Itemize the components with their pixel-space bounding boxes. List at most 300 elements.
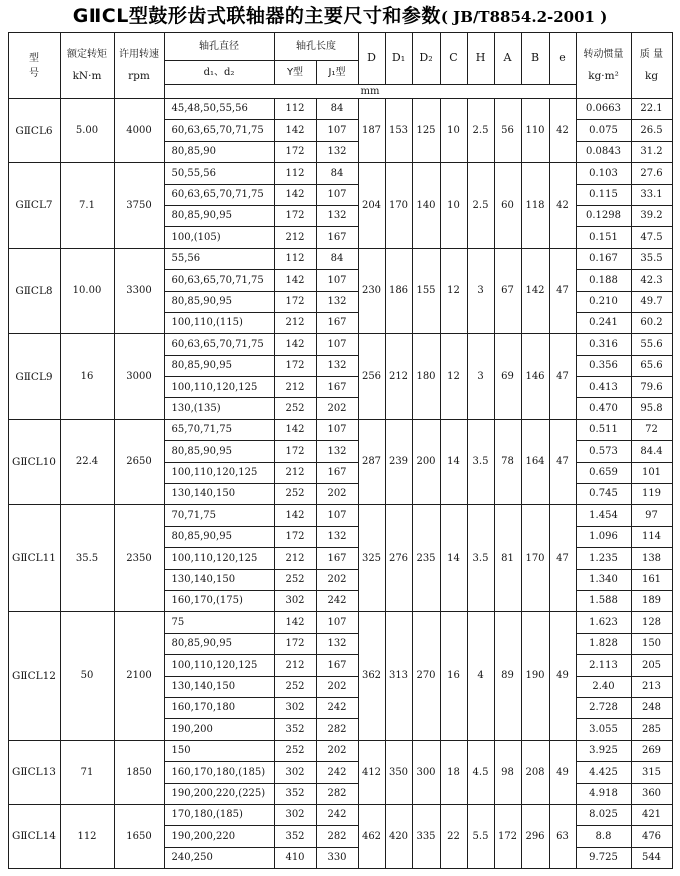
cell-dim-D2: 270 — [412, 612, 440, 740]
cell-dim-A: 69 — [494, 334, 521, 420]
cell-dim-H: 3 — [467, 334, 494, 420]
cell-dim-B: 110 — [521, 99, 549, 163]
cell-length-y-type: 142 — [274, 120, 316, 141]
cell-rated-torque: 10.00 — [60, 248, 114, 334]
header-y-type: Y型 — [274, 61, 316, 85]
header-torque-label: 额定转矩 — [67, 49, 107, 61]
cell-bore-diameters: 190,200 — [164, 719, 274, 740]
header-j-type: J₁型 — [316, 61, 358, 85]
cell-rotational-inertia: 0.1298 — [576, 205, 631, 226]
cell-dim-D2: 125 — [412, 99, 440, 163]
cell-length-j1-type: 132 — [316, 291, 358, 312]
cell-model: GⅡCL6 — [8, 99, 60, 163]
cell-rotational-inertia: 0.316 — [576, 334, 631, 355]
cell-length-y-type: 212 — [274, 462, 316, 483]
cell-rotational-inertia: 0.0843 — [576, 141, 631, 162]
table-row — [8, 163, 672, 184]
cell-dim-H: 3 — [467, 248, 494, 334]
cell-dim-H: 2.5 — [467, 99, 494, 163]
cell-bore-diameters: 240,250 — [164, 847, 274, 868]
cell-bore-diameters: 55,56 — [164, 248, 274, 269]
cell-mass: 22.1 — [631, 99, 672, 120]
cell-mass: 47.5 — [631, 227, 672, 248]
cell-rotational-inertia: 1.340 — [576, 569, 631, 590]
cell-length-j1-type: 202 — [316, 569, 358, 590]
cell-dim-D1: 420 — [385, 804, 412, 868]
cell-length-j1-type: 202 — [316, 740, 358, 761]
cell-rotational-inertia: 3.055 — [576, 719, 631, 740]
cell-dim-H: 3.5 — [467, 419, 494, 505]
cell-bore-diameters: 60,63,65,70,71,75 — [164, 334, 274, 355]
cell-dim-e: 42 — [549, 163, 576, 249]
cell-bore-diameters: 80,85,90,95 — [164, 633, 274, 654]
cell-dim-H: 4 — [467, 612, 494, 740]
cell-mass: 101 — [631, 462, 672, 483]
cell-length-j1-type: 330 — [316, 847, 358, 868]
cell-bore-diameters: 160,170,180,(185) — [164, 762, 274, 783]
cell-dim-H: 2.5 — [467, 163, 494, 249]
cell-dim-H: 5.5 — [467, 804, 494, 868]
cell-allowed-speed: 3300 — [114, 248, 164, 334]
cell-length-y-type: 142 — [274, 612, 316, 633]
header-bore-length: 轴孔长度 — [274, 33, 358, 61]
cell-allowed-speed: 2100 — [114, 612, 164, 740]
cell-dim-C: 10 — [440, 163, 467, 249]
cell-rated-torque: 71 — [60, 740, 114, 804]
cell-rotational-inertia: 8.025 — [576, 804, 631, 825]
cell-dim-C: 12 — [440, 248, 467, 334]
cell-rated-torque: 16 — [60, 334, 114, 420]
header-inertia-label: 转动惯量 — [583, 49, 624, 61]
cell-rated-torque: 5.00 — [60, 99, 114, 163]
cell-length-j1-type: 107 — [316, 612, 358, 633]
cell-length-j1-type: 107 — [316, 270, 358, 291]
cell-length-j1-type: 107 — [316, 334, 358, 355]
cell-rotational-inertia: 4.918 — [576, 783, 631, 804]
cell-rotational-inertia: 0.511 — [576, 419, 631, 440]
cell-length-y-type: 302 — [274, 697, 316, 718]
cell-rotational-inertia: 9.725 — [576, 847, 631, 868]
cell-rotational-inertia: 1.588 — [576, 590, 631, 611]
cell-rotational-inertia: 0.356 — [576, 355, 631, 376]
cell-length-y-type: 302 — [274, 804, 316, 825]
cell-dim-D2: 155 — [412, 248, 440, 334]
cell-dim-e: 47 — [549, 505, 576, 612]
cell-length-j1-type: 167 — [316, 462, 358, 483]
cell-mass: 269 — [631, 740, 672, 761]
cell-mass: 95.8 — [631, 398, 672, 419]
header-dim-H: H — [467, 33, 494, 85]
cell-length-j1-type: 132 — [316, 205, 358, 226]
cell-mass: 315 — [631, 762, 672, 783]
cell-rotational-inertia: 1.623 — [576, 612, 631, 633]
title-standard: ( JB/T8854.2-2001 ) — [440, 8, 608, 26]
header-dim-B: B — [521, 33, 549, 85]
cell-mass: 27.6 — [631, 163, 672, 184]
cell-length-j1-type: 242 — [316, 590, 358, 611]
cell-mass: 97 — [631, 505, 672, 526]
cell-length-y-type: 212 — [274, 655, 316, 676]
header-model — [8, 33, 60, 99]
cell-mass: 60.2 — [631, 312, 672, 333]
cell-mass: 39.2 — [631, 205, 672, 226]
coupling-spec-table — [8, 32, 673, 869]
cell-dim-D1: 186 — [385, 248, 412, 334]
cell-rated-torque: 7.1 — [60, 163, 114, 249]
cell-dim-D1: 170 — [385, 163, 412, 249]
cell-bore-diameters: 160,170,(175) — [164, 590, 274, 611]
cell-dim-D: 256 — [358, 334, 385, 420]
cell-dim-D: 230 — [358, 248, 385, 334]
cell-allowed-speed: 1650 — [114, 804, 164, 868]
cell-bore-diameters: 100,110,120,125 — [164, 548, 274, 569]
cell-length-y-type: 172 — [274, 205, 316, 226]
cell-dim-D: 187 — [358, 99, 385, 163]
cell-rotational-inertia: 0.151 — [576, 227, 631, 248]
cell-mass: 205 — [631, 655, 672, 676]
cell-length-y-type: 410 — [274, 847, 316, 868]
cell-rotational-inertia: 0.210 — [576, 291, 631, 312]
cell-mass: 72 — [631, 419, 672, 440]
cell-length-j1-type: 242 — [316, 762, 358, 783]
header-model-label: 型号 — [29, 52, 39, 79]
cell-bore-diameters: 100,110,120,125 — [164, 377, 274, 398]
header-dim-D1: D₁ — [385, 33, 412, 85]
cell-dim-A: 89 — [494, 612, 521, 740]
cell-dim-D2: 180 — [412, 334, 440, 420]
cell-mass: 35.5 — [631, 248, 672, 269]
cell-model: GⅡCL8 — [8, 248, 60, 334]
cell-dim-A: 172 — [494, 804, 521, 868]
cell-length-y-type: 142 — [274, 505, 316, 526]
cell-dim-e: 42 — [549, 99, 576, 163]
cell-bore-diameters: 60,63,65,70,71,75 — [164, 184, 274, 205]
cell-rotational-inertia: 2.728 — [576, 697, 631, 718]
cell-length-y-type: 112 — [274, 248, 316, 269]
cell-bore-diameters: 50,55,56 — [164, 163, 274, 184]
cell-rotational-inertia: 2.40 — [576, 676, 631, 697]
cell-mass: 248 — [631, 697, 672, 718]
cell-dim-e: 63 — [549, 804, 576, 868]
cell-length-j1-type: 167 — [316, 548, 358, 569]
cell-length-y-type: 142 — [274, 270, 316, 291]
header-dim-A: A — [494, 33, 521, 85]
cell-bore-diameters: 130,140,150 — [164, 484, 274, 505]
cell-allowed-speed: 3750 — [114, 163, 164, 249]
cell-rotational-inertia: 1.235 — [576, 548, 631, 569]
cell-length-y-type: 142 — [274, 334, 316, 355]
cell-dim-B: 118 — [521, 163, 549, 249]
cell-bore-diameters: 80,85,90,95 — [164, 526, 274, 547]
header-mass-unit: kg — [644, 69, 659, 82]
cell-mass: 65.6 — [631, 355, 672, 376]
table-row — [8, 248, 672, 269]
cell-length-y-type: 172 — [274, 355, 316, 376]
cell-bore-diameters: 160,170,180 — [164, 697, 274, 718]
header-bore-diameter-sub: d₁、d₂ — [164, 61, 274, 85]
cell-length-j1-type: 282 — [316, 719, 358, 740]
cell-length-y-type: 142 — [274, 184, 316, 205]
cell-bore-diameters: 130,140,150 — [164, 569, 274, 590]
cell-dim-C: 12 — [440, 334, 467, 420]
cell-length-j1-type: 84 — [316, 99, 358, 120]
cell-model: GⅡCL14 — [8, 804, 60, 868]
cell-length-y-type: 302 — [274, 762, 316, 783]
cell-bore-diameters: 60,63,65,70,71,75 — [164, 270, 274, 291]
cell-length-j1-type: 132 — [316, 441, 358, 462]
cell-model: GⅡCL12 — [8, 612, 60, 740]
cell-dim-e: 49 — [549, 740, 576, 804]
cell-dim-e: 47 — [549, 334, 576, 420]
cell-rotational-inertia: 1.454 — [576, 505, 631, 526]
cell-bore-diameters: 65,70,71,75 — [164, 419, 274, 440]
cell-mass: 55.6 — [631, 334, 672, 355]
cell-bore-diameters: 130,140,150 — [164, 676, 274, 697]
cell-dim-C: 16 — [440, 612, 467, 740]
cell-length-y-type: 252 — [274, 740, 316, 761]
cell-rotational-inertia: 0.167 — [576, 248, 631, 269]
cell-bore-diameters: 130,(135) — [164, 398, 274, 419]
cell-dim-B: 190 — [521, 612, 549, 740]
cell-rotational-inertia: 0.241 — [576, 312, 631, 333]
cell-length-j1-type: 282 — [316, 783, 358, 804]
cell-length-y-type: 212 — [274, 227, 316, 248]
cell-bore-diameters: 70,71,75 — [164, 505, 274, 526]
cell-rotational-inertia: 0.188 — [576, 270, 631, 291]
cell-length-y-type: 252 — [274, 484, 316, 505]
table-row — [8, 99, 672, 120]
table-row — [8, 740, 672, 761]
cell-dim-A: 60 — [494, 163, 521, 249]
cell-length-j1-type: 132 — [316, 526, 358, 547]
cell-length-j1-type: 202 — [316, 398, 358, 419]
cell-rotational-inertia: 0.0663 — [576, 99, 631, 120]
cell-bore-diameters: 80,85,90,95 — [164, 291, 274, 312]
table-row — [8, 612, 672, 633]
cell-rotational-inertia: 0.659 — [576, 462, 631, 483]
cell-mass: 128 — [631, 612, 672, 633]
cell-bore-diameters: 60,63,65,70,71,75 — [164, 120, 274, 141]
cell-bore-diameters: 190,200,220 — [164, 826, 274, 847]
cell-mass: 114 — [631, 526, 672, 547]
header-torque-unit: kN·m — [72, 69, 102, 82]
cell-length-j1-type: 282 — [316, 826, 358, 847]
cell-bore-diameters: 100,110,120,125 — [164, 462, 274, 483]
cell-dim-B: 208 — [521, 740, 549, 804]
cell-allowed-speed: 3000 — [114, 334, 164, 420]
cell-rated-torque: 50 — [60, 612, 114, 740]
cell-dim-C: 14 — [440, 505, 467, 612]
cell-length-y-type: 172 — [274, 526, 316, 547]
cell-length-j1-type: 107 — [316, 505, 358, 526]
cell-model: GⅡCL10 — [8, 419, 60, 505]
cell-mass: 42.3 — [631, 270, 672, 291]
cell-dim-A: 67 — [494, 248, 521, 334]
cell-dim-D2: 235 — [412, 505, 440, 612]
cell-dim-D2: 200 — [412, 419, 440, 505]
cell-dim-D: 412 — [358, 740, 385, 804]
header-torque — [60, 33, 114, 99]
cell-mass: 285 — [631, 719, 672, 740]
cell-dim-A: 78 — [494, 419, 521, 505]
cell-model: GⅡCL11 — [8, 505, 60, 612]
cell-length-y-type: 172 — [274, 441, 316, 462]
cell-length-y-type: 172 — [274, 291, 316, 312]
header-dim-e: e — [549, 33, 576, 85]
cell-dim-D2: 300 — [412, 740, 440, 804]
cell-length-j1-type: 167 — [316, 227, 358, 248]
cell-dim-A: 81 — [494, 505, 521, 612]
cell-bore-diameters: 100,110,120,125 — [164, 655, 274, 676]
cell-dim-C: 22 — [440, 804, 467, 868]
cell-dim-C: 18 — [440, 740, 467, 804]
cell-model: GⅡCL13 — [8, 740, 60, 804]
cell-mass: 31.2 — [631, 141, 672, 162]
cell-mass: 84.4 — [631, 441, 672, 462]
title-main: GⅡCL型鼓形齿式联轴器的主要尺寸和参数 — [72, 5, 441, 27]
cell-rotational-inertia: 0.115 — [576, 184, 631, 205]
cell-rotational-inertia: 0.075 — [576, 120, 631, 141]
cell-dim-A: 98 — [494, 740, 521, 804]
cell-dim-D: 362 — [358, 612, 385, 740]
cell-rotational-inertia: 1.828 — [576, 633, 631, 654]
header-inertia-unit: kg·m² — [588, 69, 619, 82]
cell-mass: 138 — [631, 548, 672, 569]
cell-bore-diameters: 100,110,(115) — [164, 312, 274, 333]
cell-mass: 26.5 — [631, 120, 672, 141]
cell-mass: 421 — [631, 804, 672, 825]
cell-dim-C: 14 — [440, 419, 467, 505]
cell-length-y-type: 352 — [274, 719, 316, 740]
cell-mass: 161 — [631, 569, 672, 590]
cell-length-j1-type: 167 — [316, 377, 358, 398]
cell-rotational-inertia: 1.096 — [576, 526, 631, 547]
cell-length-j1-type: 132 — [316, 355, 358, 376]
cell-model: GⅡCL7 — [8, 163, 60, 249]
cell-length-y-type: 142 — [274, 419, 316, 440]
cell-length-j1-type: 132 — [316, 141, 358, 162]
cell-rotational-inertia: 8.8 — [576, 826, 631, 847]
cell-length-j1-type: 242 — [316, 697, 358, 718]
cell-dim-D1: 276 — [385, 505, 412, 612]
cell-model: GⅡCL9 — [8, 334, 60, 420]
cell-length-y-type: 212 — [274, 312, 316, 333]
cell-bore-diameters: 80,85,90,95 — [164, 355, 274, 376]
cell-length-j1-type: 107 — [316, 120, 358, 141]
cell-bore-diameters: 75 — [164, 612, 274, 633]
cell-dim-D1: 313 — [385, 612, 412, 740]
cell-dim-B: 170 — [521, 505, 549, 612]
cell-allowed-speed: 2650 — [114, 419, 164, 505]
cell-dim-D1: 350 — [385, 740, 412, 804]
cell-mass: 33.1 — [631, 184, 672, 205]
cell-length-j1-type: 202 — [316, 484, 358, 505]
cell-dim-D: 462 — [358, 804, 385, 868]
cell-mass: 360 — [631, 783, 672, 804]
cell-mass: 189 — [631, 590, 672, 611]
cell-rotational-inertia: 0.470 — [576, 398, 631, 419]
cell-dim-D2: 140 — [412, 163, 440, 249]
cell-length-y-type: 212 — [274, 377, 316, 398]
cell-rotational-inertia: 4.425 — [576, 762, 631, 783]
cell-rotational-inertia: 0.745 — [576, 484, 631, 505]
cell-bore-diameters: 150 — [164, 740, 274, 761]
cell-dim-B: 142 — [521, 248, 549, 334]
header-speed-label: 许用转速 — [119, 49, 159, 61]
cell-rotational-inertia: 0.573 — [576, 441, 631, 462]
cell-dim-H: 4.5 — [467, 740, 494, 804]
cell-length-y-type: 212 — [274, 548, 316, 569]
cell-dim-D: 325 — [358, 505, 385, 612]
cell-bore-diameters: 45,48,50,55,56 — [164, 99, 274, 120]
cell-dim-D: 287 — [358, 419, 385, 505]
header-inertia — [576, 33, 631, 99]
header-bore-diameter: 轴孔直径 — [164, 33, 274, 61]
header-speed — [114, 33, 164, 99]
table-row — [8, 419, 672, 440]
cell-mass: 544 — [631, 847, 672, 868]
cell-mass: 150 — [631, 633, 672, 654]
header-mm-unit: mm — [164, 85, 576, 99]
cell-rated-torque: 22.4 — [60, 419, 114, 505]
cell-allowed-speed: 2350 — [114, 505, 164, 612]
cell-dim-C: 10 — [440, 99, 467, 163]
header-dim-D2: D₂ — [412, 33, 440, 85]
cell-dim-D1: 153 — [385, 99, 412, 163]
cell-bore-diameters: 80,85,90,95 — [164, 441, 274, 462]
table-row — [8, 334, 672, 355]
cell-allowed-speed: 1850 — [114, 740, 164, 804]
cell-rotational-inertia: 2.113 — [576, 655, 631, 676]
cell-mass: 119 — [631, 484, 672, 505]
cell-length-y-type: 172 — [274, 633, 316, 654]
cell-dim-D: 204 — [358, 163, 385, 249]
cell-length-y-type: 252 — [274, 398, 316, 419]
cell-mass: 213 — [631, 676, 672, 697]
cell-length-y-type: 252 — [274, 569, 316, 590]
header-dim-D: D — [358, 33, 385, 85]
header-speed-unit: rpm — [128, 69, 150, 82]
header-mass — [631, 33, 672, 99]
cell-rated-torque: 112 — [60, 804, 114, 868]
cell-length-y-type: 352 — [274, 783, 316, 804]
cell-length-j1-type: 107 — [316, 419, 358, 440]
cell-length-j1-type: 167 — [316, 312, 358, 333]
cell-rated-torque: 35.5 — [60, 505, 114, 612]
cell-length-j1-type: 242 — [316, 804, 358, 825]
cell-bore-diameters: 190,200,220,(225) — [164, 783, 274, 804]
cell-mass: 79.6 — [631, 377, 672, 398]
cell-dim-D2: 335 — [412, 804, 440, 868]
cell-length-j1-type: 132 — [316, 633, 358, 654]
cell-bore-diameters: 170,180,(185) — [164, 804, 274, 825]
table-body — [8, 99, 672, 869]
cell-bore-diameters: 100,(105) — [164, 227, 274, 248]
table-row — [8, 804, 672, 825]
table-header — [8, 33, 672, 99]
cell-length-y-type: 172 — [274, 141, 316, 162]
cell-length-y-type: 352 — [274, 826, 316, 847]
cell-length-y-type: 252 — [274, 676, 316, 697]
cell-length-j1-type: 167 — [316, 655, 358, 676]
cell-dim-A: 56 — [494, 99, 521, 163]
cell-mass: 476 — [631, 826, 672, 847]
cell-rotational-inertia: 0.413 — [576, 377, 631, 398]
cell-dim-e: 47 — [549, 419, 576, 505]
cell-dim-D1: 239 — [385, 419, 412, 505]
cell-dim-D1: 212 — [385, 334, 412, 420]
cell-length-y-type: 112 — [274, 99, 316, 120]
